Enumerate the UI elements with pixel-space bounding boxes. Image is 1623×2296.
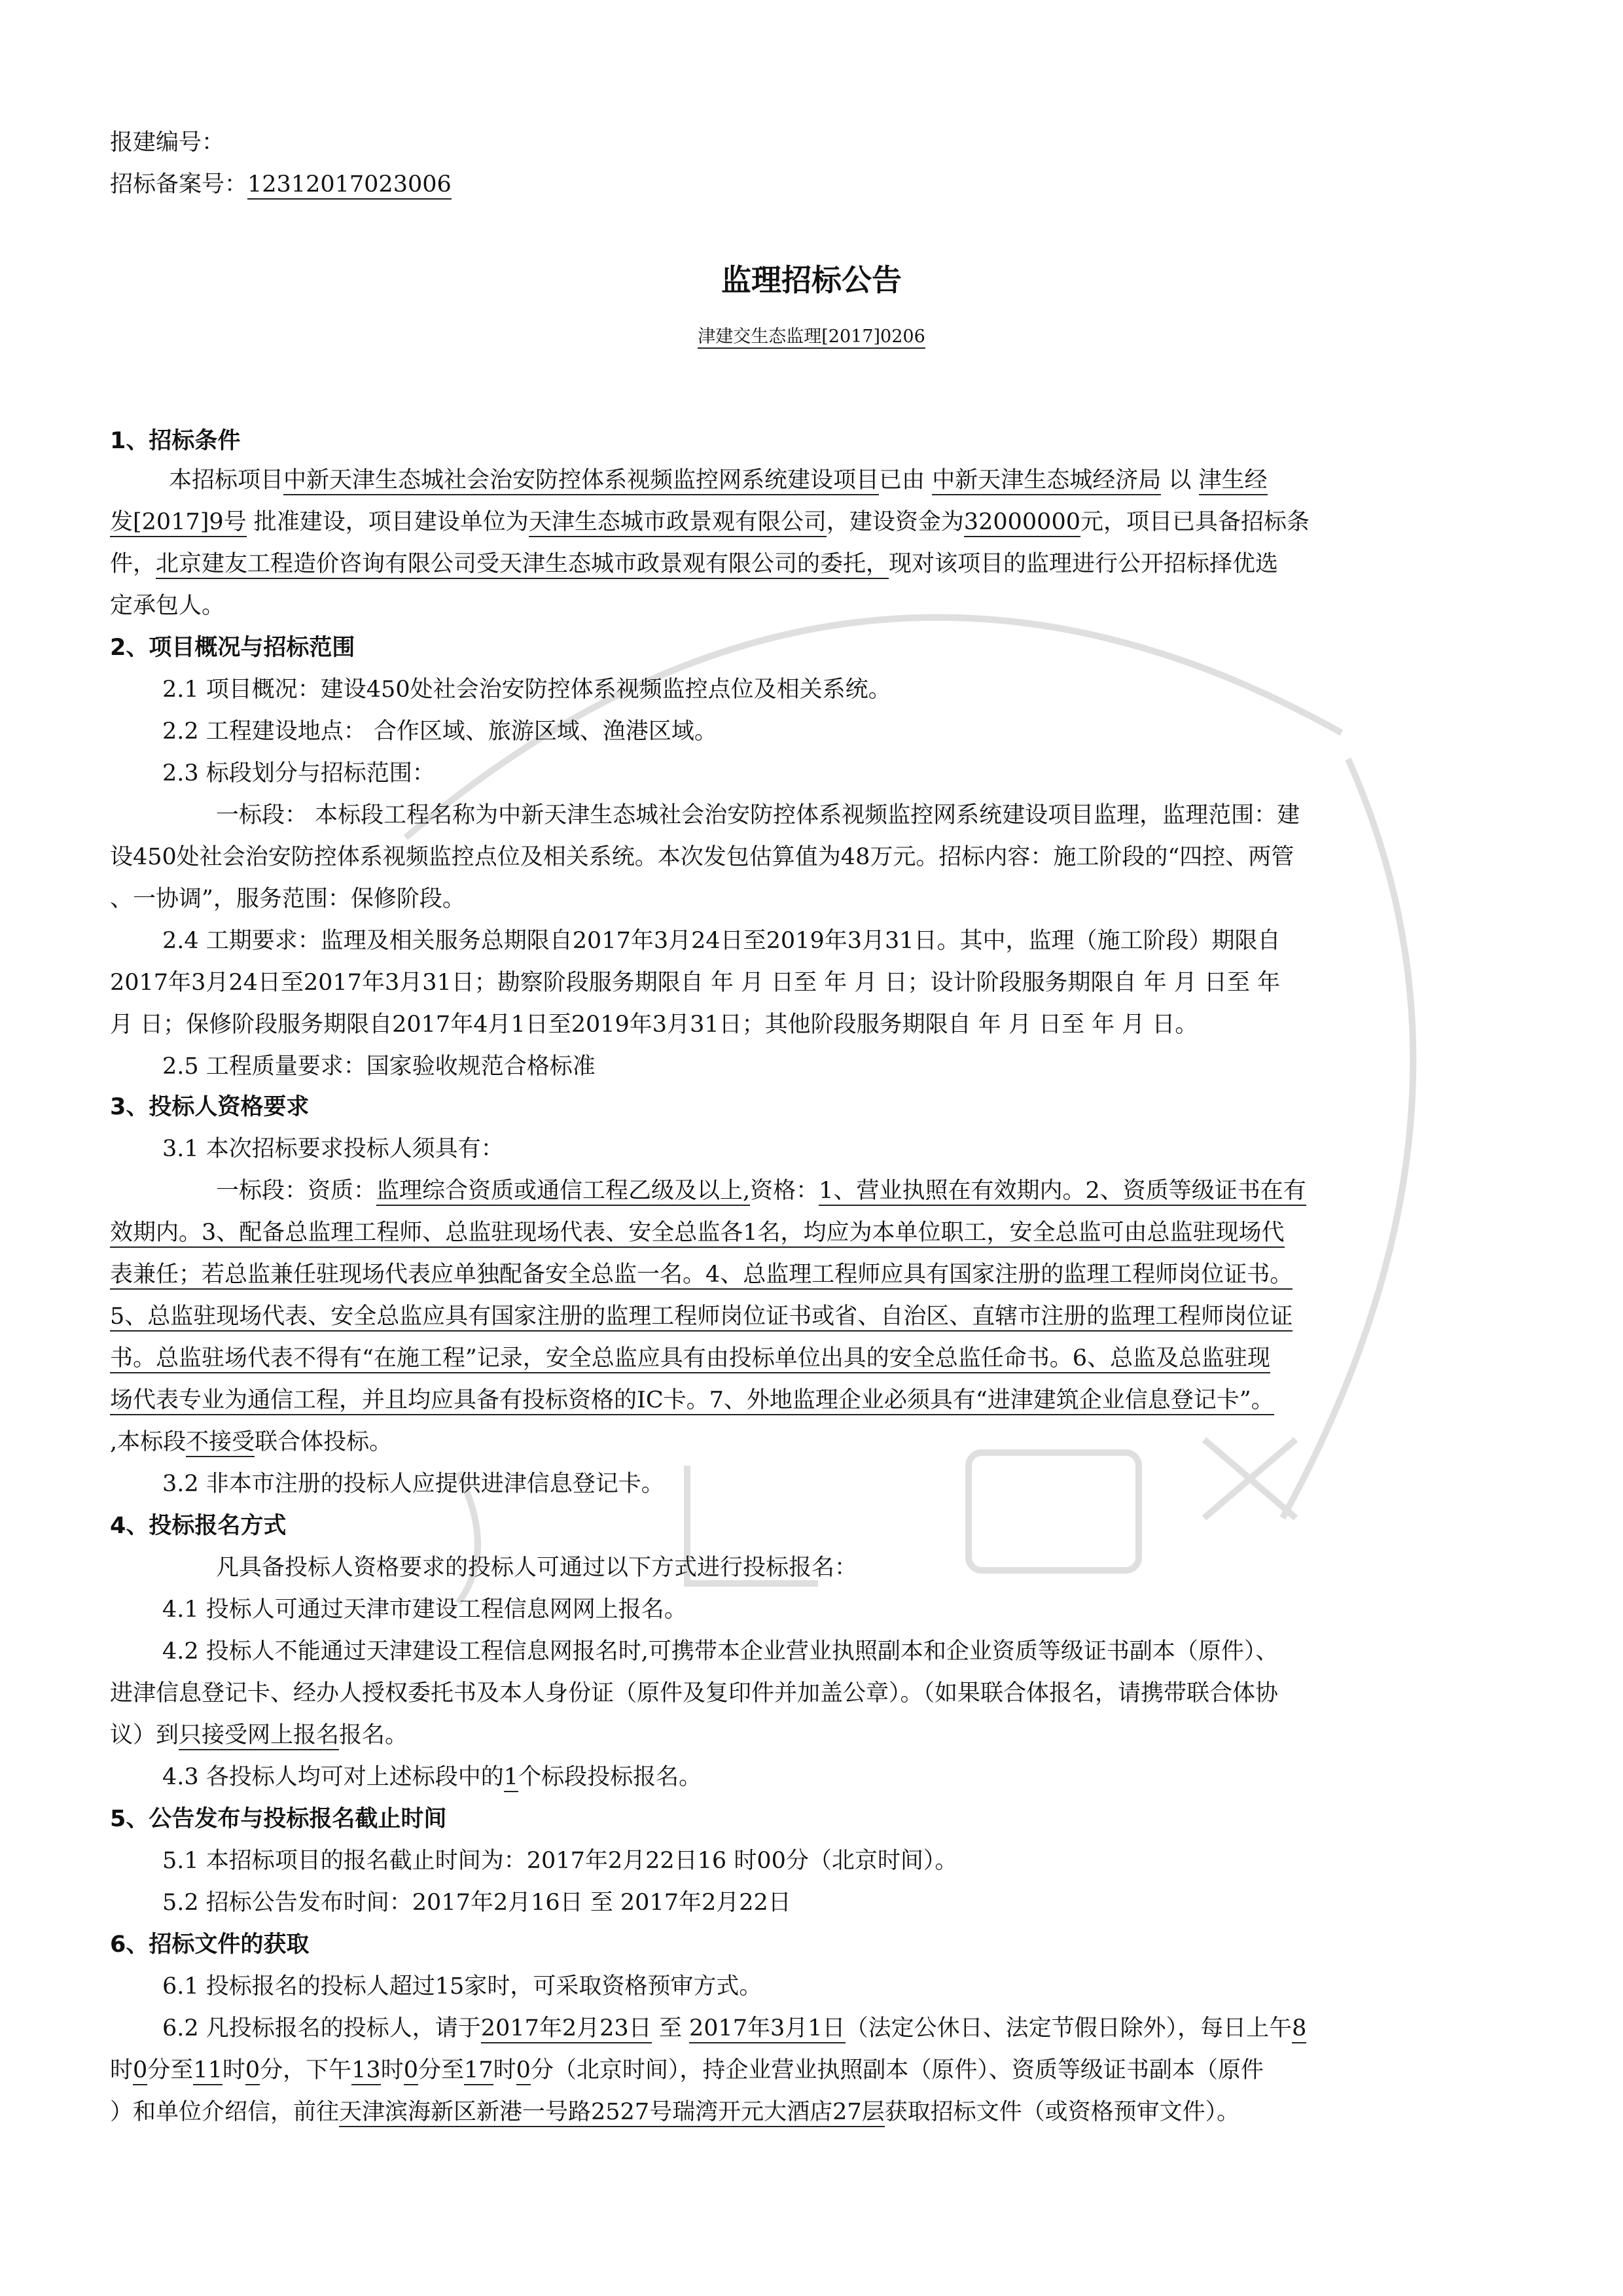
s1-line-3 — [110, 546, 1278, 578]
end-date: 2017年3月1日 — [689, 2015, 846, 2043]
s4-item-4-2-line-2: 进津信息登记卡、经办人授权委托书及本人身份证（原件及复印件并加盖公章）。（如果联合体报名，请携带联合体协 — [110, 1680, 1279, 1706]
section-1-heading: 1、招标条件 — [110, 428, 241, 454]
s1-line-4: 定承包人。 — [110, 593, 225, 619]
s4-item-4-3 — [162, 1759, 702, 1792]
s3-text: ,本标段 — [110, 1429, 187, 1455]
s6-text: 时 — [222, 2057, 245, 2083]
registration-mode: 只接受网上报名 — [179, 1722, 339, 1750]
s3-item-3-2: 3.2 非本市注册的投标人应提供进津信息登记卡。 — [162, 1471, 664, 1497]
s6-text: 时 — [380, 2057, 404, 2083]
s6-text: 分至 — [147, 2057, 194, 2083]
s1-text: 件， — [110, 551, 156, 577]
qualification-requirement: 监理综合资质或通信工程乙级及以上, — [376, 1178, 750, 1206]
s6-text: 至 — [651, 2015, 689, 2041]
s6-item-6-1: 6.1 投标报名的投标人超过15家时，可采取资格预审方式。 — [162, 1973, 762, 2000]
section-5-heading: 5、公告发布与投标报名截止时间 — [110, 1806, 447, 1832]
s3-text: 资格： — [750, 1178, 819, 1204]
s6-text: 时 — [110, 2057, 134, 2083]
s1-text: 本招标项目 — [169, 467, 284, 493]
s2-lot-line-1: 一标段： 本标段工程名称为中新天津生态城社会治安防控体系视频监控网系统建设项目监理，监理范围：建 — [216, 802, 1300, 828]
s1-text: 已由 — [879, 467, 925, 493]
s6-text: 分至 — [418, 2057, 465, 2083]
section-4-heading: 4、投标报名方式 — [110, 1513, 287, 1539]
s6-text: 6.2 凡投标报名的投标人，请于 — [162, 2015, 481, 2041]
report-number-label: 报建编号： — [110, 130, 225, 156]
agent-name: 北京建友工程造价咨询有限公司受天津生态城市政景观有限公司的委托， — [156, 551, 889, 579]
page-title: 监理招标公告 — [721, 262, 902, 298]
eligibility-text: 表兼任；若总监兼任驻现场代表应单独配备安全总监一名。4、总监理工程师应具有国家注册的监理工程师岗位证书。 — [110, 1262, 1293, 1290]
s2-item-2-4-line-2: 2017年3月24日至2017年3月31日；勘察阶段服务期限自 年 月 日至 年 月 日；设计阶段服务期限自 年 月 日至 年 — [110, 970, 1281, 996]
s5-item-5-2: 5.2 招标公告发布时间：2017年2月16日 至 2017年2月22日 — [162, 1890, 791, 1916]
section-6-heading: 6、招标文件的获取 — [110, 1932, 310, 1958]
s1-text: 现对该项目的监理进行公开招标择优选 — [889, 551, 1279, 577]
time-value: 0 — [516, 2057, 531, 2085]
s6-text: 获取招标文件（或资格预审文件）。 — [884, 2099, 1240, 2125]
pickup-address: 天津滨海新区新港一号路2527号瑞湾开元大酒店27层 — [339, 2099, 885, 2127]
s3-qual-line-6 — [110, 1382, 1274, 1415]
s3-qual-line-1 — [216, 1173, 1306, 1205]
time-value: 11 — [193, 2057, 223, 2085]
s6-item-6-2-line-1 — [162, 2010, 1306, 2043]
s4-text: 个标段投标报名。 — [518, 1764, 702, 1790]
approval-authority: 中新天津生态城经济局 — [932, 467, 1161, 495]
s3-item-3-1: 3.1 本次招标要求投标人须具有： — [162, 1136, 504, 1162]
s4-item-4-1: 4.1 投标人可通过天津市建设工程信息网网上报名。 — [162, 1597, 687, 1623]
s2-item-2-1: 2.1 项目概况：建设450处社会治安防控体系视频监控点位及相关系统。 — [162, 677, 891, 703]
s3-qual-line-2 — [110, 1214, 1285, 1247]
s2-lot-line-2: 设450处社会治安防控体系视频监控点位及相关系统。本次发包估算值为48万元。招标内容：施工阶段的“四控、两管 — [110, 844, 1294, 870]
s3-qual-line-5 — [110, 1340, 1270, 1373]
am-start-hour: 8 — [1292, 2015, 1306, 2043]
filing-number-value: 12312017023006 — [247, 171, 452, 200]
eligibility-text: 1、营业执照在有效期内。2、资质等级证书在有 — [819, 1178, 1306, 1206]
s4-text: 报名。 — [339, 1722, 408, 1748]
s3-text: 一标段：资质： — [216, 1178, 377, 1204]
eligibility-text: 场代表专业为通信工程，并且均应具备有投标资格的IC卡。7、外地监理企业必须具有“进津建筑企业信息登记卡”。 — [110, 1387, 1274, 1415]
employer-name: 天津生态城市政景观有限公司 — [529, 509, 827, 537]
s2-item-2-3: 2.3 标段划分与招标范围： — [162, 760, 435, 786]
s1-text: 批准建设，项目建设单位为 — [253, 509, 529, 535]
time-value: 0 — [133, 2057, 147, 2085]
eligibility-text: 5、总监驻现场代表、安全总监应具有国家注册的监理工程师岗位证书或省、自治区、直辖市注册的监理工程师岗位证 — [110, 1303, 1293, 1332]
s6-text: 分（北京时间），持企业营业执照副本（原件）、资质等级证书副本（原件 — [530, 2057, 1264, 2083]
s4-text: 4.3 各投标人均可对上述标段中的 — [162, 1764, 504, 1790]
s2-item-2-5: 2.5 工程质量要求：国家验收规范合格标准 — [162, 1053, 596, 1080]
s2-lot-line-3: 、一协调”，服务范围：保修阶段。 — [110, 886, 465, 912]
s4-intro: 凡具备投标人资格要求的投标人可通过以下方式进行投标报名： — [216, 1555, 858, 1581]
s1-line-2 — [110, 504, 1310, 537]
eligibility-text: 效期内。3、配备总监理工程师、总监驻现场代表、安全总监各1名，均应为本单位职工，安全总监可由总监驻现场代 — [110, 1220, 1285, 1248]
s1-text: ，建设资金为 — [826, 509, 964, 535]
filing-number — [110, 166, 452, 199]
s4-item-4-2-line-3 — [110, 1717, 408, 1750]
eligibility-text: 书。总监驻场代表不得有“在施工程”记录，安全总监应具有由投标单位出具的安全总监任命书。6、总监及总监驻现 — [110, 1345, 1270, 1373]
time-value: 13 — [351, 2057, 381, 2085]
s6-text: 时 — [493, 2057, 516, 2083]
s3-qual-line-3 — [110, 1256, 1293, 1289]
s5-item-5-1: 5.1 本招标项目的报名截止时间为：2017年2月22日16 时00分（北京时间）。 — [162, 1848, 958, 1874]
s6-text: ）和单位介绍信，前往 — [110, 2099, 340, 2125]
s1-line-1 — [169, 462, 1268, 495]
s3-text: 联合体投标。 — [255, 1429, 393, 1455]
start-date: 2017年2月23日 — [481, 2015, 652, 2043]
s3-qual-line-7 — [110, 1424, 392, 1457]
doc-number — [0, 322, 1623, 347]
doc-number-text: 津建交生态监理[2017]0206 — [698, 327, 925, 349]
s2-item-2-2: 2.2 工程建设地点： 合作区域、旅游区域、渔港区域。 — [162, 718, 717, 745]
time-value: 17 — [464, 2057, 493, 2085]
s6-text: （法定公休日、法定节假日除外），每日上午 — [845, 2015, 1293, 2041]
time-value: 0 — [245, 2057, 260, 2085]
section-3-heading: 3、投标人资格要求 — [110, 1094, 310, 1120]
approval-doc: 津生经 — [1199, 467, 1268, 495]
s2-item-2-4-line-1: 2.4 工期要求：监理及相关服务总期限自2017年3月24日至2019年3月31日。其中，监理（施工阶段）期限自 — [162, 928, 1281, 954]
s3-qual-line-4 — [110, 1298, 1293, 1331]
s6-item-6-2-line-2 — [110, 2052, 1264, 2085]
funding-amount: 32000000 — [964, 509, 1080, 537]
s6-item-6-2-line-3 — [110, 2094, 1240, 2127]
s4-item-4-2-line-1: 4.2 投标人不能通过天津建设工程信息网报名时,可携带本企业营业执照副本和企业资质等级证书副本（原件）、 — [162, 1638, 1279, 1665]
s2-item-2-4-line-3: 月 日；保修阶段服务期限自2017年4月1日至2019年3月31日；其他阶段服务期限自 年 月 日至 年 月 日。 — [110, 1012, 1198, 1038]
s1-text: 元，项目已具备招标条 — [1080, 509, 1310, 535]
project-name: 中新天津生态城社会治安防控体系视频监控网系统建设项目 — [283, 467, 879, 495]
s1-text: 以 — [1168, 467, 1192, 493]
s4-text: 议）到 — [110, 1722, 179, 1748]
joint-venture-flag: 不接受 — [186, 1429, 255, 1457]
section-2-heading: 2、项目概况与招标范围 — [110, 635, 355, 661]
lot-count: 1 — [504, 1764, 518, 1792]
time-value: 0 — [404, 2057, 418, 2085]
s6-text: 分，下午 — [260, 2057, 352, 2083]
filing-number-label: 招标备案号： — [110, 171, 248, 198]
approval-doc-cont: 发[2017]9号 — [110, 509, 247, 537]
